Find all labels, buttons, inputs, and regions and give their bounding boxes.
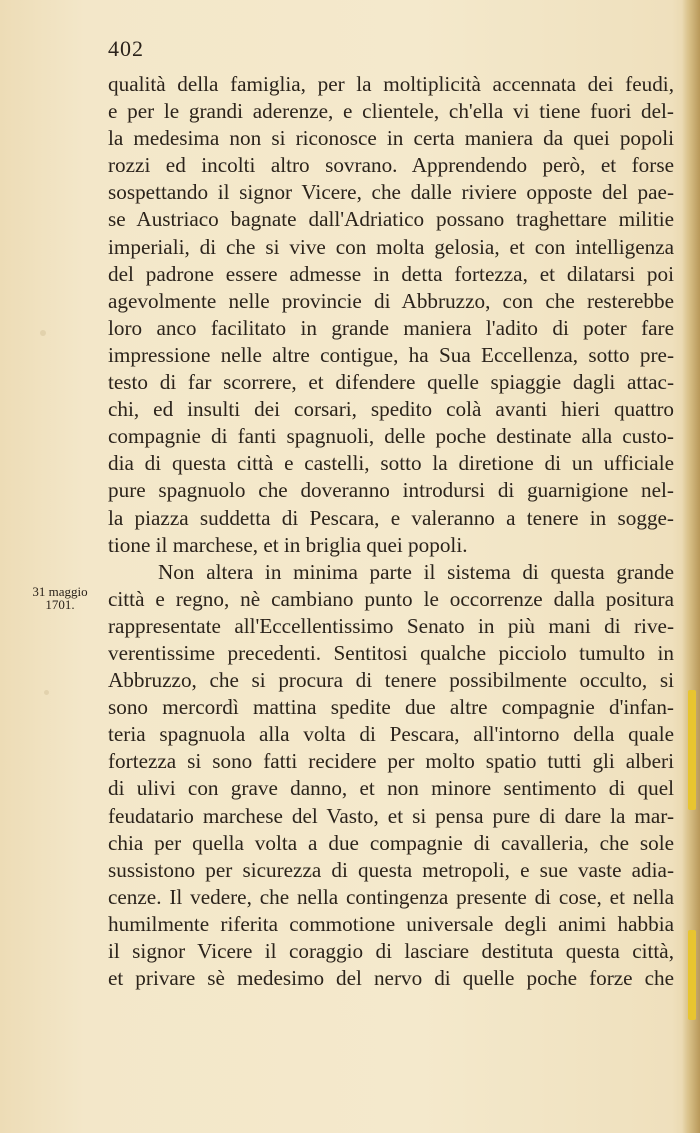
margin-note-year: 1701. — [45, 597, 75, 612]
text-line: la piazza suddetta di Pescara, e valeranno a tenere in sogge- — [108, 505, 674, 530]
text-line: se Austriaco bagnate dall'Adriatico possano traghettare militie — [108, 207, 674, 232]
body-text — [108, 71, 674, 992]
margin-note-date: 31 maggio — [32, 584, 88, 599]
text-line: chia per quella volta a due compagnie di cavalleria, che sole — [108, 830, 674, 855]
text-line: rappresentate all'Eccellentissimo Senato in più mani di rive- — [108, 613, 674, 638]
text-line: sussistono per sicurezza di questa metropoli, e sue vaste adia- — [108, 857, 674, 882]
text-line: qualità della famiglia, per la moltiplicità accennata dei feudi, — [108, 72, 674, 96]
text-line: humilmente riferita commotione universale degli animi habbia — [108, 911, 674, 936]
text-line: sono mercordì mattina spedite due altre compagnie d'infan- — [108, 695, 674, 720]
text-line: cenze. Il vedere, che nella contingenza presente di cose, et nella — [108, 884, 674, 909]
paper-stain — [44, 690, 49, 695]
text-line: compagnie di fanti spagnuoli, delle poche destinate alla custo- — [108, 424, 674, 449]
text-line: dia di questa città e castelli, sotto la diretione di un ufficiale — [108, 451, 674, 476]
text-line: impressione nelle altre contigue, ha Sua Eccellenza, sotto pre- — [108, 342, 674, 367]
text-line: la medesima non si riconosce in certa maniera da quei popoli — [108, 126, 674, 151]
text-line: Non altera in minima parte il sistema di questa grande — [158, 559, 674, 584]
page-number: 402 — [108, 36, 144, 61]
text-line: verentissime precedenti. Sentitosi qualche picciolo tumulto in — [108, 640, 674, 665]
text-line: fortezza si sono fatti recidere per molto spatio tutti gli alberi — [108, 749, 674, 774]
text-line: imperiali, di che si vive con molta gelosia, et con intelligenza — [108, 234, 674, 259]
text-line: teria spagnuola alla volta di Pescara, all'intorno della quale — [108, 722, 674, 747]
margin-note — [20, 585, 100, 611]
text-line: e per le grandi aderenze, e clientele, ch'ella vi tiene fuori del- — [108, 99, 674, 124]
page-edge-highlight — [688, 690, 696, 810]
text-line: il signor Vicere il coraggio di lasciare destituta questa città, — [108, 939, 674, 963]
text-line: chi, ed insulti dei corsari, spedito colà avanti hieri quattro — [108, 397, 674, 422]
text-line: et privare sè medesimo del nervo di quelle poche forze che — [108, 966, 674, 991]
text-line: pure spagnuolo che doveranno introdursi di guarnigione nel- — [108, 478, 674, 503]
paper-stain — [40, 330, 46, 336]
page-edge-highlight — [688, 930, 696, 1020]
text-line: agevolmente nelle provincie di Abbruzzo, con che resterebbe — [108, 288, 674, 313]
text-line: città e regno, nè cambiano punto le occorrenze dalla positura — [108, 586, 674, 611]
text-line: Abbruzzo, che si procura di tenere possibilmente occulto, si — [108, 668, 674, 693]
text-line: feudatario marchese del Vasto, et si pensa pure di dare la mar- — [108, 803, 674, 828]
text-line: rozzi ed incolti altro sovrano. Apprendendo però, et forse — [108, 153, 674, 178]
text-line: loro anco facilitato in grande maniera l'adito di poter fare — [108, 315, 674, 340]
text-line: del padrone essere admesse in detta fortezza, et dilatarsi poi — [108, 261, 674, 286]
text-line: testo di far scorrere, et difendere quelle spiaggie dagli attac- — [108, 370, 674, 395]
text-line: sospettando il signor Vicere, che dalle riviere opposte del pae- — [108, 180, 674, 205]
text-line: di ulivi con grave danno, et non minore sentimento di quel — [108, 776, 674, 801]
text-line: tione il marchese, et in briglia quei popoli. — [108, 532, 468, 557]
